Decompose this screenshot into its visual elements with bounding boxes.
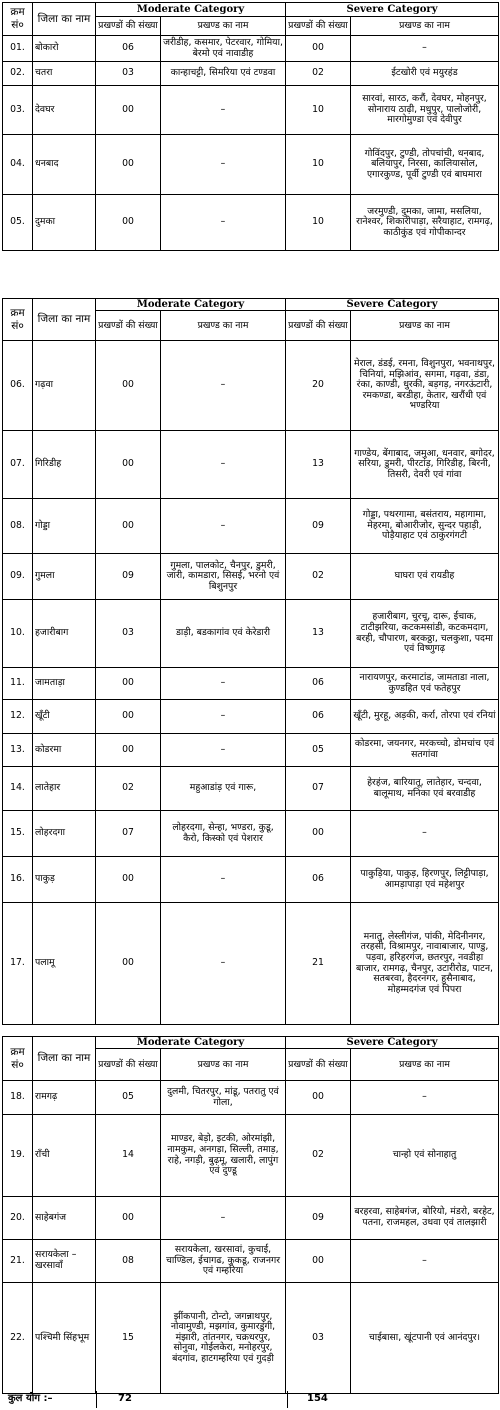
severe-count: 09	[286, 499, 351, 554]
district-name: साहेबगंज	[33, 1197, 96, 1240]
severe-blocks: जरमुण्डी, दुमका, जामा, मसलिया, रानेश्वर, शिकारीपाड़ा, सरैयाहाट, रामगढ़, काठीकुंड एवं गोपीकान्दर	[351, 195, 499, 251]
severe-blocks: घाघरा एवं रायडीह	[351, 554, 499, 600]
moderate-blocks: महुआडांड़ एवं गारू,	[161, 767, 286, 811]
moderate-blocks: डाड़ी, बडकागांव एवं केरेडारी	[161, 600, 286, 668]
serial-number: 12.	[3, 700, 33, 734]
table-row	[3, 62, 499, 86]
serial-number: 21.	[3, 1240, 33, 1283]
header-sno: क्रम सं०	[3, 3, 33, 36]
header-district: जिला का नाम	[33, 3, 96, 36]
header-severe-category: Severe Category	[286, 3, 499, 17]
severe-count: 03	[286, 1283, 351, 1394]
table-row	[3, 135, 499, 195]
moderate-blocks: –	[161, 499, 286, 554]
severe-blocks: खूँटी, मुरहू, अड़की, कर्रा, तोरपा एवं रनियां	[351, 700, 499, 734]
serial-number: 20.	[3, 1197, 33, 1240]
table-row	[3, 1283, 499, 1394]
moderate-count: 09	[96, 554, 161, 600]
district-name: देवघर	[33, 86, 96, 135]
moderate-count: 06	[96, 36, 161, 62]
district-name: गुमला	[33, 554, 96, 600]
severe-count: 02	[286, 62, 351, 86]
moderate-count: 05	[96, 1081, 161, 1115]
district-name: धनबाद	[33, 135, 96, 195]
district-name: दुमका	[33, 195, 96, 251]
severe-blocks: –	[351, 36, 499, 62]
header-sno: क्रम सं०	[3, 299, 33, 341]
header-severe-count: प्रखण्डों की संख्या	[286, 1049, 351, 1081]
district-name: गढ़वा	[33, 341, 96, 431]
table-row	[3, 36, 499, 62]
table-row	[3, 1240, 499, 1283]
severe-blocks: ईटखोरी एवं मयुरहंड	[351, 62, 499, 86]
moderate-blocks: –	[161, 700, 286, 734]
table-row	[3, 811, 499, 857]
header-severe-count: प्रखण्डों की संख्या	[286, 17, 351, 36]
total-divider	[287, 1391, 288, 1408]
severe-count: 10	[286, 86, 351, 135]
district-name: लोहरदगा	[33, 811, 96, 857]
moderate-count: 00	[96, 668, 161, 700]
district-name: लातेहार	[33, 767, 96, 811]
district-name: रामगढ़	[33, 1081, 96, 1115]
severe-blocks: गोड्डा, पथरगामा, बसंतराय, महागामा, मेहरमा, बोआरीजोर, सुन्दर पहाड़ी, पोड़ैयाहाट एवं ठाकुरगंगटी	[351, 499, 499, 554]
severe-count: 13	[286, 431, 351, 499]
serial-number: 01.	[3, 36, 33, 62]
moderate-count: 00	[96, 700, 161, 734]
serial-number: 08.	[3, 499, 33, 554]
district-name: खूँटी	[33, 700, 96, 734]
serial-number: 17.	[3, 903, 33, 1025]
total-row	[2, 1392, 498, 1406]
district-name: हजारीबाग	[33, 600, 96, 668]
serial-number: 15.	[3, 811, 33, 857]
moderate-count: 08	[96, 1240, 161, 1283]
severe-count: 06	[286, 857, 351, 903]
serial-number: 19.	[3, 1115, 33, 1197]
moderate-count: 00	[96, 903, 161, 1025]
severe-blocks: चान्हो एवं सोनाहातु	[351, 1115, 499, 1197]
serial-number: 03.	[3, 86, 33, 135]
severe-blocks: नारायणपुर, करमाटांड, जामताडा नाला, कुण्डहित एवं फतेहपुर	[351, 668, 499, 700]
serial-number: 10.	[3, 600, 33, 668]
table-row	[3, 1081, 499, 1115]
severe-count: 10	[286, 135, 351, 195]
severe-count: 00	[286, 36, 351, 62]
moderate-count: 00	[96, 734, 161, 767]
moderate-count: 15	[96, 1283, 161, 1394]
table-row	[3, 554, 499, 600]
moderate-blocks: दुलमी, चितरपुर, मांडू, पतरातु एवं गोला,	[161, 1081, 286, 1115]
severe-blocks: –	[351, 811, 499, 857]
severe-blocks: –	[351, 1081, 499, 1115]
header-severe-blocks: प्रखण्ड का नाम	[351, 1049, 499, 1081]
header-moderate-category: Moderate Category	[96, 3, 286, 17]
district-name: सरायकेला –खरसावाँ	[33, 1240, 96, 1283]
severe-blocks: हजारीबाग, चुरचू, दारू, ईचाक, टाटीझरिया, कटकमसांडी, कटकमदाग, बरही, चौपारण, बरकठ्ठा, चलकुशा, पदमा एवं विष्णुगढ़	[351, 600, 499, 668]
severe-blocks: मनातु, लेस्लीगंज, पांकी, मेदिनीनगर, तरहसी, विश्रामपुर, नावाबाजार, पाण्डु, पड़वा, हरिहरगंज, छतरपुर, नवडीहा बाजार, रामगढ़, चैनपुर, उटारीरोड, पाटन, सतबरवा, हैदरनगर, हुसैनाबाद, मोहम्मदगंज एवं पिपरा	[351, 903, 499, 1025]
severe-blocks: हेरहंज, बारियातू, लातेहार, चन्दवा, बालूमाथ, मनिका एवं बरवाडीह	[351, 767, 499, 811]
severe-count: 20	[286, 341, 351, 431]
severe-count: 02	[286, 554, 351, 600]
severe-blocks: पाकुड़िया, पाकुड़, हिरणपुर, लिट्टीपाड़ा, आमड़ापाड़ा एवं महेशपुर	[351, 857, 499, 903]
moderate-blocks: –	[161, 1197, 286, 1240]
table-row	[3, 341, 499, 431]
district-name: चतरा	[33, 62, 96, 86]
severe-blocks: चाईबासा, खूंटपानी एवं आनंदपुर।	[351, 1283, 499, 1394]
moderate-count: 00	[96, 135, 161, 195]
header-moderate-category: Moderate Category	[96, 299, 286, 311]
severe-blocks: मेराल, डंडई, रमना, विशुनपुरा, भवनाथपुर, चिनियां, मझिआंव, सगमा, गढ़वा, डंडा, रंका, काण्डी, धुरकी, बड़गड़, नगरऊंटारी, रमकण्डा, बरडीहा, केतार, खरौंधी एवं भण्डरिया	[351, 341, 499, 431]
table-row	[3, 700, 499, 734]
header-moderate-count: प्रखण्डों की संख्या	[96, 311, 161, 341]
total-moderate: 72	[118, 1393, 132, 1404]
severe-count: 02	[286, 1115, 351, 1197]
header-moderate-blocks: प्रखण्ड का नाम	[161, 1049, 286, 1081]
moderate-blocks: गुमला, पालकोट, चैनपुर, डुमरी, जारी, कामडारा, सिसई, भरनो एवं बिशुनपुर	[161, 554, 286, 600]
moderate-blocks: –	[161, 431, 286, 499]
table-row	[3, 767, 499, 811]
table-row	[3, 1197, 499, 1240]
table-row	[3, 600, 499, 668]
severe-count: 13	[286, 600, 351, 668]
severe-blocks: कोडरमा, जयनगर, मरकच्चो, डोमचांच एवं सतगांवा	[351, 734, 499, 767]
header-severe-blocks: प्रखण्ड का नाम	[351, 17, 499, 36]
table-section	[2, 1036, 498, 1394]
district-name: जामताड़ा	[33, 668, 96, 700]
table-row	[3, 195, 499, 251]
serial-number: 13.	[3, 734, 33, 767]
total-severe: 154	[307, 1393, 328, 1404]
moderate-blocks: कान्हाचट्टी, सिमरिया एवं टण्डवा	[161, 62, 286, 86]
severe-blocks: सारवां, सारठ, करौं, देवघर, मोहनपुर, सोनाराय ठाढ़ी, मधुपुर, पालोजोरी, मारगोमुण्डा एवं देवीपुर	[351, 86, 499, 135]
moderate-blocks: –	[161, 341, 286, 431]
serial-number: 06.	[3, 341, 33, 431]
header-severe-count: प्रखण्डों की संख्या	[286, 311, 351, 341]
severe-count: 00	[286, 811, 351, 857]
moderate-blocks: लोहरदगा, सेन्हा, भण्डरा, कुडू, कैरो, किस्को एवं पेशरार	[161, 811, 286, 857]
moderate-blocks: झींकपानी, टोन्टो, जगन्नाथपुर, नोवामुण्डी, मझगांव, कुमारडुंगी, मंझारी, तांतनगर, चक्रधरपुर, सोनुवा, गोईलकेरा, मनोहरपुर, बंदगांव, हाटगम्हरिया एवं गुदड़ी	[161, 1283, 286, 1394]
header-moderate-count: प्रखण्डों की संख्या	[96, 1049, 161, 1081]
table-row	[3, 903, 499, 1025]
district-name: पलामू	[33, 903, 96, 1025]
moderate-count: 07	[96, 811, 161, 857]
moderate-count: 03	[96, 600, 161, 668]
moderate-count: 00	[96, 341, 161, 431]
serial-number: 18.	[3, 1081, 33, 1115]
moderate-count: 00	[96, 431, 161, 499]
header-district: जिला का नाम	[33, 299, 96, 341]
serial-number: 16.	[3, 857, 33, 903]
total-label: कुल योग :–	[8, 1393, 53, 1404]
moderate-blocks: सरायकेला, खरसावां, कुचाई, चाण्डिल, ईचागढ, कुकडू, राजनगर एवं गम्हरिया	[161, 1240, 286, 1283]
moderate-blocks: माण्डर, बेड़ो, इटकी, ओरमांझी, नामकुम, अनगड़ा, सिल्ली, तमाड़, राहे, नगड़ी, बुढ़मू, खलारी, लापुंग एवं दुण्डू	[161, 1115, 286, 1197]
moderate-count: 00	[96, 499, 161, 554]
header-moderate-blocks: प्रखण्ड का नाम	[161, 17, 286, 36]
moderate-count: 03	[96, 62, 161, 86]
table-row	[3, 499, 499, 554]
severe-blocks: बरहरवा, साहेबगंज, बोरियो, मंडरो, बरहेट, पतना, राजमहल, उधवा एवं तालझारी	[351, 1197, 499, 1240]
district-name: कोडरमा	[33, 734, 96, 767]
severe-blocks: –	[351, 1240, 499, 1283]
moderate-count: 00	[96, 1197, 161, 1240]
moderate-count: 14	[96, 1115, 161, 1197]
moderate-blocks: –	[161, 195, 286, 251]
serial-number: 02.	[3, 62, 33, 86]
header-severe-category: Severe Category	[286, 299, 499, 311]
total-divider	[96, 1391, 97, 1408]
district-name: बोकारो	[33, 36, 96, 62]
moderate-count: 00	[96, 857, 161, 903]
severe-blocks: गाण्डेय, बेंगाबाद, जमुआ, धनवार, बगोदर, सरिया, डुमरी, पीरटांड़, गिरिडीह, बिरनी, तिसरी, देवरी एवं गांवा	[351, 431, 499, 499]
severe-count: 05	[286, 734, 351, 767]
severe-count: 00	[286, 1081, 351, 1115]
serial-number: 04.	[3, 135, 33, 195]
severe-count: 00	[286, 1240, 351, 1283]
header-moderate-blocks: प्रखण्ड का नाम	[161, 311, 286, 341]
moderate-blocks: –	[161, 734, 286, 767]
header-moderate-category: Moderate Category	[96, 1037, 286, 1049]
header-sno: क्रम सं०	[3, 1037, 33, 1081]
table-row	[3, 857, 499, 903]
serial-number: 22.	[3, 1283, 33, 1394]
header-severe-category: Severe Category	[286, 1037, 499, 1049]
moderate-count: 00	[96, 86, 161, 135]
severe-count: 10	[286, 195, 351, 251]
moderate-blocks: –	[161, 668, 286, 700]
header-severe-blocks: प्रखण्ड का नाम	[351, 311, 499, 341]
moderate-blocks: –	[161, 903, 286, 1025]
district-name: पश्चिमी सिंहभूम	[33, 1283, 96, 1394]
moderate-blocks: –	[161, 135, 286, 195]
serial-number: 14.	[3, 767, 33, 811]
table-row	[3, 431, 499, 499]
severe-count: 06	[286, 700, 351, 734]
table-section	[2, 2, 498, 251]
table-row	[3, 734, 499, 767]
header-district: जिला का नाम	[33, 1037, 96, 1081]
severe-count: 07	[286, 767, 351, 811]
header-moderate-count: प्रखण्डों की संख्या	[96, 17, 161, 36]
moderate-blocks: –	[161, 857, 286, 903]
serial-number: 09.	[3, 554, 33, 600]
table-row	[3, 86, 499, 135]
table-section	[2, 298, 498, 1025]
serial-number: 07.	[3, 431, 33, 499]
moderate-count: 02	[96, 767, 161, 811]
table-row	[3, 1115, 499, 1197]
district-name: गिरिडीह	[33, 431, 96, 499]
severe-count: 21	[286, 903, 351, 1025]
severe-blocks: गोविंदपुर, टुण्डी, तोपचांची, धनबाद, बलियापुर, निरसा, कालियासोल, एगारकुण्ड, पूर्वी टुण्डी एवं बाघमारा	[351, 135, 499, 195]
table-row	[3, 668, 499, 700]
district-name: गोड्डा	[33, 499, 96, 554]
moderate-blocks: –	[161, 86, 286, 135]
serial-number: 11.	[3, 668, 33, 700]
district-name: राँची	[33, 1115, 96, 1197]
serial-number: 05.	[3, 195, 33, 251]
district-name: पाकुड़	[33, 857, 96, 903]
moderate-count: 00	[96, 195, 161, 251]
severe-count: 09	[286, 1197, 351, 1240]
severe-count: 06	[286, 668, 351, 700]
moderate-blocks: जरीडीह, कसमार, पेटरवार, गोमिया, बेरमो एवं नावाडीह	[161, 36, 286, 62]
